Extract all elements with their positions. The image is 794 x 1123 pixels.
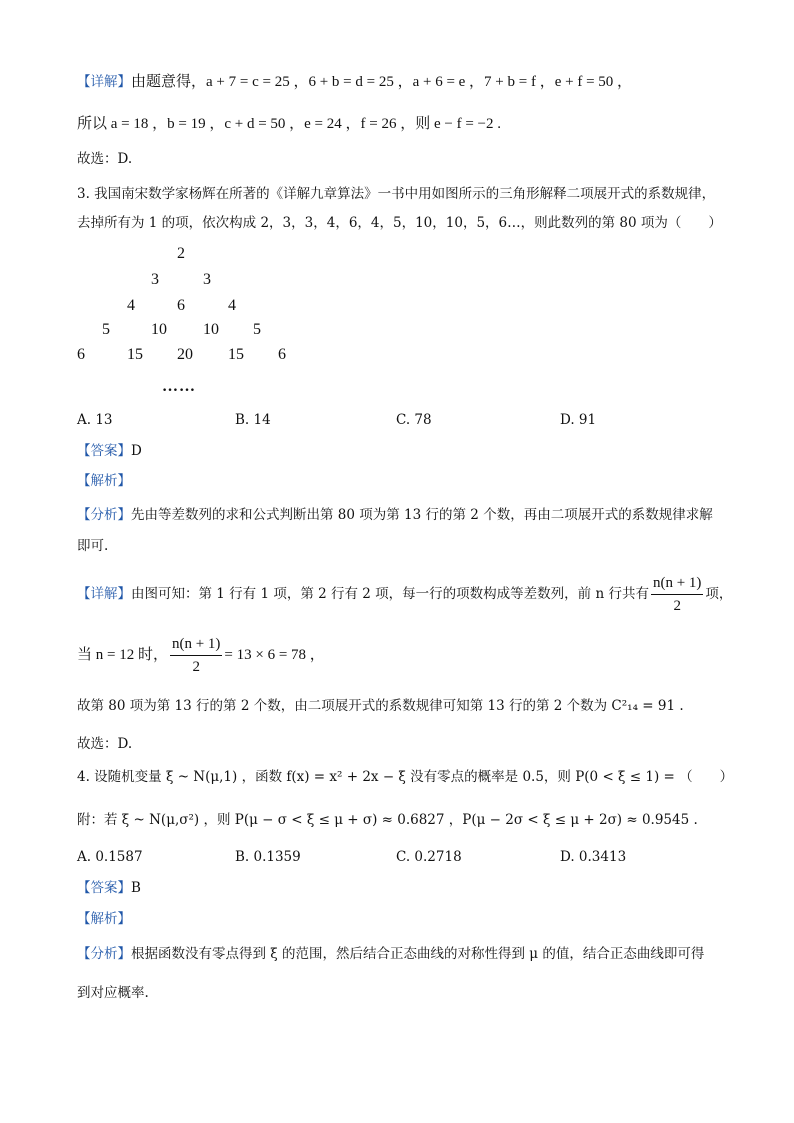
triangle-number: 15 (228, 346, 244, 363)
detail-text: 由图可知：第 1 行有 1 项，第 2 行有 2 项，每一行的项数构成等差数列，前 n 行共有 (131, 586, 649, 602)
fenxi-4-line-1 (77, 945, 704, 963)
fraction-denominator: 2 (673, 598, 681, 614)
triangle-number: 10 (151, 321, 167, 338)
question-3-line-2: 去掉所有为 1 的项，依次构成 2，3，3，4，6，4，5，10，10，5，6…，则此数列的第 80 项为（ ） (77, 215, 722, 231)
fenxi-text: 先由等差数列的求和公式判断出第 80 项为第 13 行的第 2 个数，再由二项展开式的系数规律求解 (131, 507, 713, 523)
detail-paragraph-2: 所以 a = 18 ，b = 19 ，c + d = 50 ，e = 24 ，f = 26 ，则 e − f = −2 . (77, 116, 502, 132)
question-3-line-1: 3. 我国南宋数学家杨辉在所著的《详解九章算法》一书中用如图所示的三角形解释二项展开式的系数规律， (77, 186, 716, 202)
detail-3-line-3: 故第 80 项为第 13 行的第 2 个数，由二项展开式的系数规律可知第 13 行的第 2 个数为 C²₁₄ = 91 . (77, 698, 684, 714)
fenxi-tag: 【分析】 (77, 946, 131, 962)
answer-value: B (131, 880, 141, 896)
option-c: C. 0.2718 (396, 849, 462, 865)
triangle-number: 20 (177, 346, 193, 363)
triangle-number: 6 (278, 346, 286, 363)
detail-text-end: = 13 × 6 = 78 ， (224, 647, 325, 663)
triangle-ellipsis: …… (162, 378, 196, 395)
analysis-tag: 【解析】 (77, 473, 131, 489)
question-4-line-2: 附：若 ξ ~ N(μ,σ²) ，则 P(μ − σ < ξ ≤ μ + σ) ≈ 0.6827 ，P(μ − 2σ < ξ ≤ μ + 2σ) ≈ 0.9545 . (77, 812, 698, 828)
fenxi-3-line-2: 即可. (77, 538, 109, 554)
option-d: D. 91 (560, 412, 597, 428)
detail-tag: 【详解】 (77, 74, 131, 90)
answer-tag: 【答案】 (77, 880, 131, 896)
analysis-tag: 【解析】 (77, 911, 131, 927)
triangle-number: 6 (177, 297, 185, 314)
triangle-number: 5 (253, 321, 261, 338)
answer-line-3 (77, 442, 142, 460)
triangle-number: 10 (203, 321, 219, 338)
triangle-number: 4 (127, 297, 135, 314)
triangle-number: 5 (102, 321, 110, 338)
fraction-numerator: n(n + 1) (651, 572, 703, 595)
option-a: A. 0.1587 (77, 849, 143, 865)
detail-3-line-1 (77, 570, 732, 618)
choose-line: 故选：D. (77, 151, 133, 167)
option-a: A. 13 (77, 412, 113, 428)
answer-line-4 (77, 879, 141, 897)
detail-text: 由题意得，a + 7 = c = 25 ，6 + b = d = 25 ，a + 6 = e ，7 + b = f ，e + f = 50 ， (131, 74, 633, 90)
option-d: D. 0.3413 (560, 849, 627, 865)
option-c: C. 78 (396, 412, 432, 428)
answer-value: D (131, 443, 142, 459)
triangle-number: 3 (203, 271, 211, 288)
choose-line-3: 故选：D. (77, 736, 133, 752)
detail-paragraph-1 (77, 73, 632, 91)
detail-text: 当 n = 12 时， (77, 647, 168, 663)
triangle-number: 2 (177, 245, 185, 262)
fraction-numerator: n(n + 1) (170, 633, 222, 656)
detail-tag: 【详解】 (77, 586, 131, 602)
option-b: B. 0.1359 (235, 849, 301, 865)
option-b: B. 14 (235, 412, 271, 428)
triangle-number: 3 (151, 271, 159, 288)
fraction (651, 572, 703, 617)
fenxi-tag: 【分析】 (77, 507, 131, 523)
triangle-number: 4 (228, 297, 236, 314)
detail-text-end: 项， (705, 586, 733, 602)
question-4-line-1: 4. 设随机变量 ξ ~ N(μ,1) ，函数 f(x) = x² + 2x − ξ 没有零点的概率是 0.5，则 P(0 < ξ ≤ 1) = （ ） (77, 769, 734, 785)
answer-tag: 【答案】 (77, 443, 131, 459)
triangle-number: 15 (127, 346, 143, 363)
fraction (170, 633, 222, 678)
fenxi-text: 根据函数没有零点得到 ξ 的范围，然后结合正态曲线的对称性得到 μ 的值，结合正态曲线即可得 (131, 946, 705, 962)
triangle-number: 6 (77, 346, 85, 363)
fenxi-4-line-2: 到对应概率. (77, 985, 149, 1001)
fraction-denominator: 2 (192, 659, 200, 676)
fenxi-3-line-1 (77, 506, 713, 524)
detail-3-line-2 (77, 631, 325, 679)
